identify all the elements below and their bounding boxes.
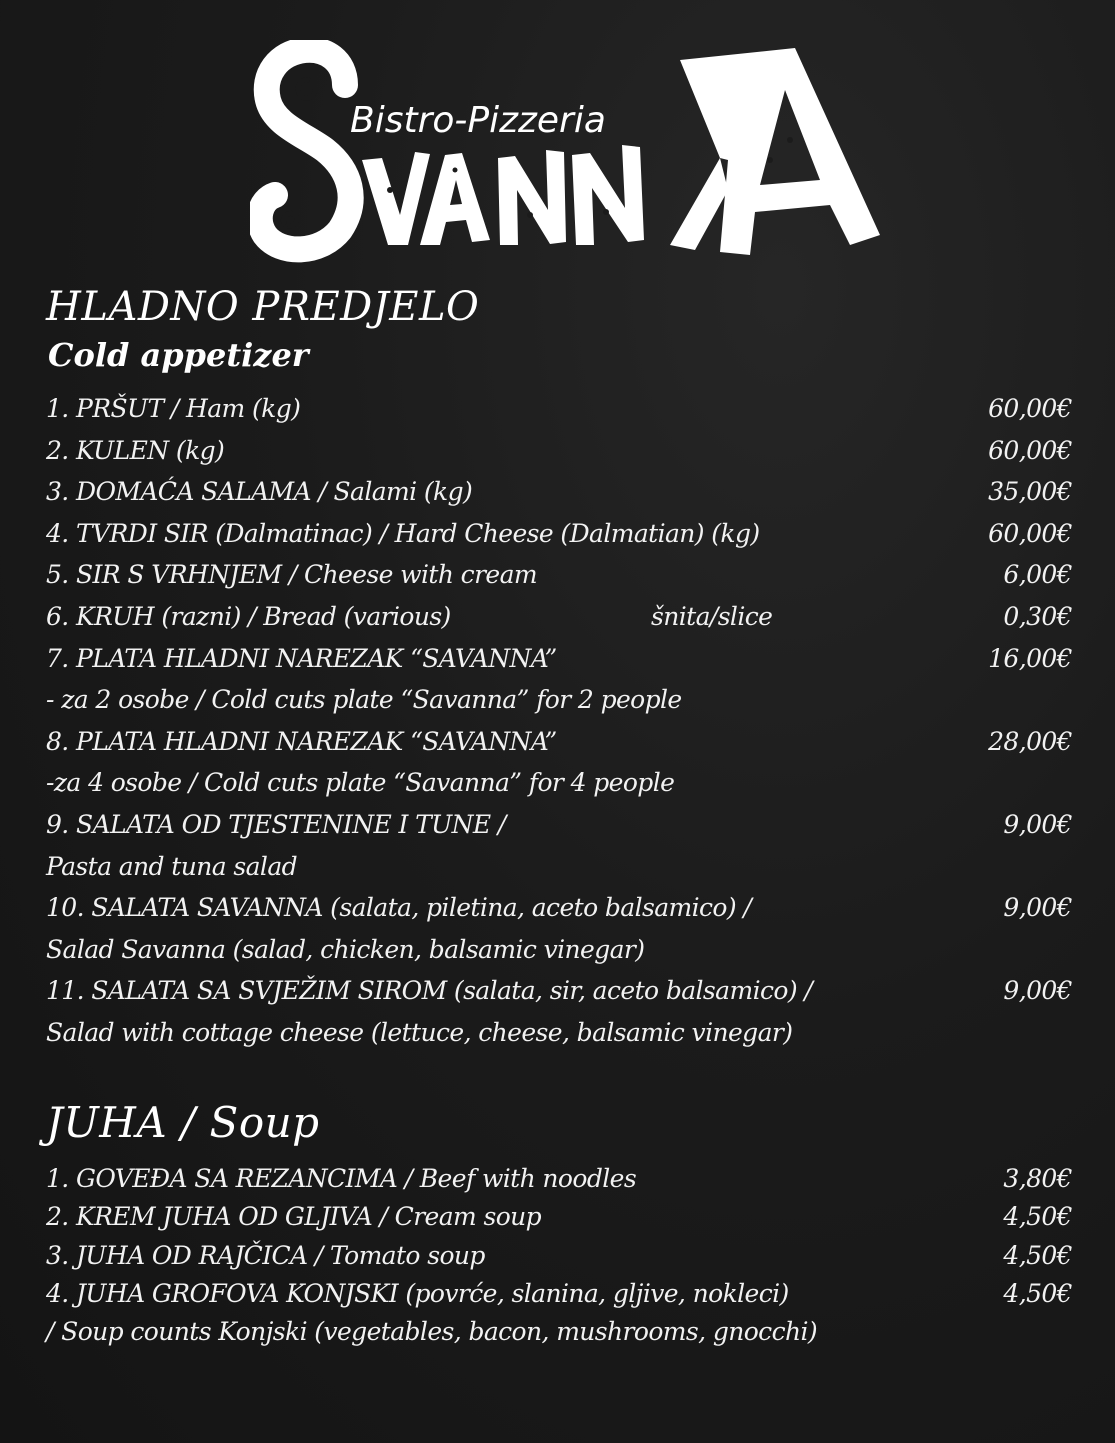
menu-item (46, 1198, 1072, 1236)
item-price: 35,00€ (988, 477, 1072, 507)
item-unit: šnita/slice (651, 601, 773, 631)
item-description: 11. SALATA SA SVJEŽIM SIROM (salata, sir, aceto balsamico) / (46, 976, 813, 1006)
item-price: 4,50€ (1003, 1278, 1072, 1308)
item-description: / Soup counts Konjski (vegetables, bacon, mushrooms, gnocchi) (46, 1317, 818, 1347)
menu-item (46, 388, 1072, 430)
item-price: 0,30€ (1003, 601, 1072, 631)
logo-letters (362, 145, 644, 245)
item-description: 8. PLATA HLADNI NAREZAK “SAVANNA” (46, 726, 557, 756)
menu-item-continuation (46, 1012, 1072, 1054)
item-description: 7. PLATA HLADNI NAREZAK “SAVANNA” (46, 643, 557, 673)
item-description: 1. PRŠUT / Ham (kg) (46, 394, 301, 423)
menu-item (46, 1275, 1072, 1313)
item-description: 3. JUHA OD RAJČICA / Tomato soup (46, 1240, 485, 1270)
item-price: 6,00€ (1003, 560, 1072, 590)
item-price: 16,00€ (988, 643, 1072, 673)
item-description: 9. SALATA OD TJESTENINE I TUNE / (46, 809, 506, 839)
menu-item (46, 1160, 1072, 1198)
menu-item-continuation (46, 1313, 1072, 1351)
item-description: 3. DOMAĆA SALAMA / Salami (kg) (46, 477, 473, 507)
item-price: 9,00€ (1003, 976, 1072, 1006)
menu-item (46, 638, 1072, 680)
menu-item (46, 887, 1072, 929)
menu-item (46, 430, 1072, 472)
item-price: 4,50€ (1003, 1240, 1072, 1270)
item-price: 28,00€ (988, 726, 1072, 756)
item-description: 2. KULEN (kg) (46, 435, 225, 465)
swirl-s-icon (260, 50, 351, 250)
item-price: 60,00€ (988, 435, 1072, 465)
menu-item (46, 721, 1072, 763)
logo-big-a (670, 48, 880, 255)
item-price: 9,00€ (1003, 809, 1072, 839)
logo (250, 40, 890, 270)
item-price: 3,80€ (1003, 1164, 1072, 1193)
item-description: Salad Savanna (salad, chicken, balsamic vinegar) (46, 934, 645, 964)
logo-graphic (250, 40, 890, 270)
item-description: -za 4 osobe / Cold cuts plate “Savanna” for 4 people (46, 768, 675, 798)
item-price: 60,00€ (988, 518, 1072, 548)
item-description: 10. SALATA SAVANNA (salata, piletina, aceto balsamico) / (46, 893, 752, 923)
menu-item (46, 596, 1072, 638)
menu-item (46, 471, 1072, 513)
menu-item (46, 804, 1072, 846)
menu-item-continuation (46, 679, 1072, 721)
menu-item-continuation (46, 929, 1072, 971)
item-price: 4,50€ (1003, 1202, 1072, 1232)
menu-item (46, 1237, 1072, 1275)
item-price: 9,00€ (1003, 893, 1072, 923)
menu-item-continuation (46, 762, 1072, 804)
cold-section-subtitle: Cold appetizer (48, 336, 309, 374)
menu-item (46, 970, 1072, 1012)
item-description: 5. SIR S VRHNJEM / Cheese with cream (46, 560, 538, 590)
item-description: 4. TVRDI SIR (Dalmatinac) / Hard Cheese (Dalmatian) (kg) (46, 518, 760, 548)
item-description: 6. KRUH (razni) / Bread (various) (46, 601, 451, 631)
cold-section-title: HLADNO PREDJELO (46, 284, 480, 330)
item-description: Pasta and tuna salad (46, 851, 298, 881)
item-description: 2. KREM JUHA OD GLJIVA / Cream soup (46, 1202, 542, 1232)
item-price: 60,00€ (988, 394, 1072, 423)
item-description: - za 2 osobe / Cold cuts plate “Savanna” for 2 people (46, 685, 682, 715)
soup-section-title: JUHA / Soup (46, 1098, 320, 1147)
item-description: 1. GOVEĐA SA REZANCIMA / Beef with noodles (46, 1164, 637, 1193)
cold-menu-list (46, 388, 1072, 1054)
menu-item (46, 513, 1072, 555)
logo-subtitle: Bistro-Pizzeria (350, 100, 606, 141)
menu-item-continuation (46, 846, 1072, 888)
menu-item (46, 554, 1072, 596)
soup-menu-list (46, 1160, 1072, 1351)
item-description: 4. JUHA GROFOVA KONJSKI (povrće, slanina, gljive, nokleci) (46, 1278, 789, 1308)
item-description: Salad with cottage cheese (lettuce, cheese, balsamic vinegar) (46, 1017, 793, 1047)
